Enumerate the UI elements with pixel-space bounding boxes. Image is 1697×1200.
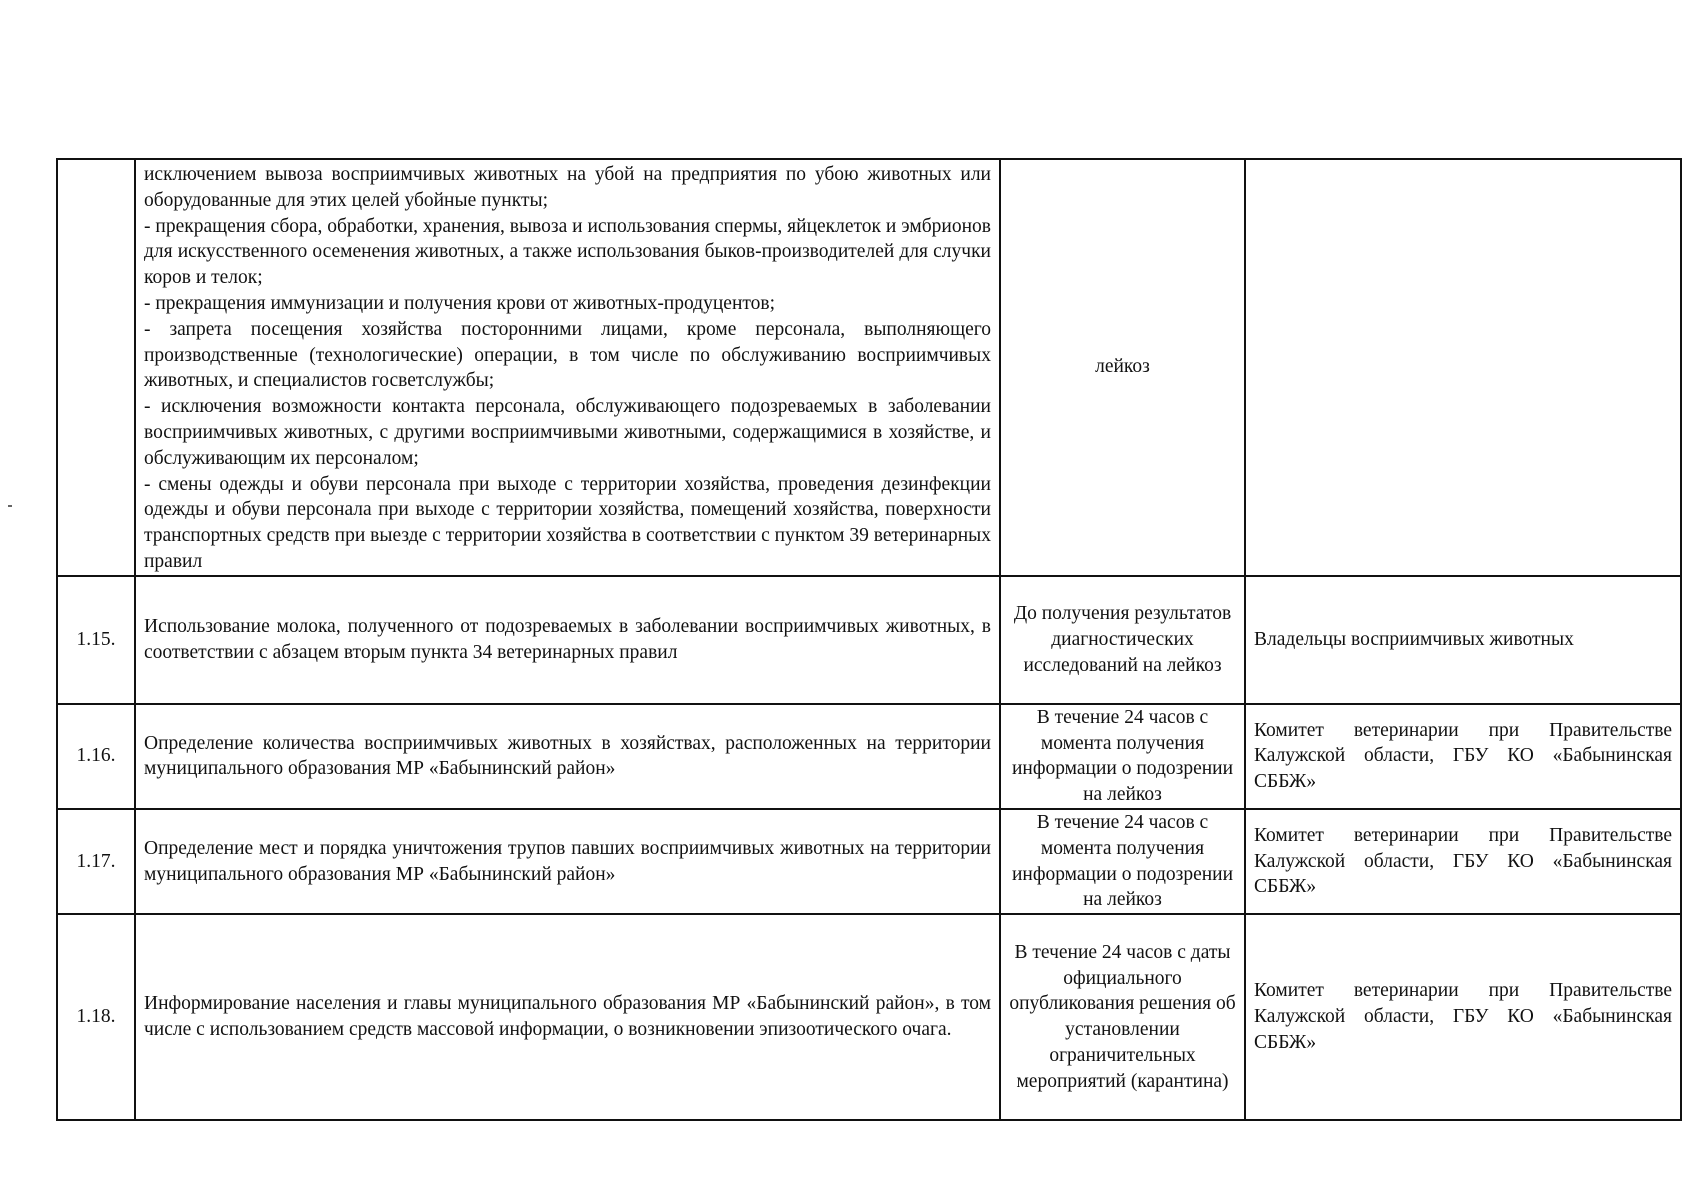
measure-text — [135, 159, 1000, 576]
table-row — [57, 914, 1681, 1120]
responsible-text: Владельцы восприимчивых животных — [1245, 576, 1681, 704]
responsible-text: Комитет ветеринарии при Правительстве Калужской области, ГБУ КО «Бабынинская СББЖ» — [1245, 809, 1681, 914]
term-text: лейкоз — [1000, 159, 1245, 576]
row-number: 1.15. — [57, 576, 135, 704]
term-text: В течение 24 часов с даты официального опубликования решения об установлении ограничительных мероприятий (карантина) — [1000, 914, 1245, 1120]
term-text: До получения результатов диагностических исследований на лейкоз — [1000, 576, 1245, 704]
scan-speck — [8, 505, 12, 507]
measure-text: Использование молока, полученного от подозреваемых в заболевании восприимчивых животных, в соответствии с абзацем вторым пункта 34 ветеринарных правил — [135, 576, 1000, 704]
row-number — [57, 159, 135, 576]
table-row — [57, 576, 1681, 704]
row-number: 1.16. — [57, 704, 135, 809]
term-text: В течение 24 часов с момента получения информации о подозрении на лейкоз — [1000, 809, 1245, 914]
measure-line: исключением вывоза восприимчивых животных на убой на предприятия по убою животных или оборудованные для этих целей убойные пункты; — [144, 164, 991, 211]
measure-text: Определение мест и порядка уничтожения трупов павших восприимчивых животных на территории муниципального образования МР «Бабынинский район» — [135, 809, 1000, 914]
responsible-text — [1245, 159, 1681, 576]
measure-line: - прекращения сбора, обработки, хранения, вывоза и использования спермы, яйцеклеток и эмбрионов для искусственного осеменения животных, а также использования быков-производителей для случки коров и телок; — [144, 215, 991, 289]
responsible-text: Комитет ветеринарии при Правительстве Калужской области, ГБУ КО «Бабынинская СББЖ» — [1245, 704, 1681, 809]
measure-line: - смены одежды и обуви персонала при выходе с территории хозяйства, проведения дезинфекции одежды и обуви персонала при выходе с территории хозяйства, помещений хозяйства, поверхности транспортных средств при выезде с территории хозяйства в соответствии с пунктом 39 ветеринарных правил — [144, 473, 991, 572]
measure-text: Информирование населения и главы муниципального образования МР «Бабынинский район», в том числе с использованием средств массовой информации, о возникновении эпизоотического очага. — [135, 914, 1000, 1120]
table-row — [57, 704, 1681, 809]
measures-table — [56, 158, 1682, 1121]
row-number: 1.17. — [57, 809, 135, 914]
table-row — [57, 809, 1681, 914]
measure-line: - запрета посещения хозяйства посторонними лицами, кроме персонала, выполняющего производственные (технологические) операции, в том числе по обслуживанию восприимчивых животных, и специалистов госветслужбы; — [144, 318, 991, 392]
term-text: В течение 24 часов с момента получения информации о подозрении на лейкоз — [1000, 704, 1245, 809]
measure-text: Определение количества восприимчивых животных в хозяйствах, расположенных на территории муниципального образования МР «Бабынинский район» — [135, 704, 1000, 809]
table-row — [57, 159, 1681, 576]
row-number: 1.18. — [57, 914, 135, 1120]
responsible-text: Комитет ветеринарии при Правительстве Калужской области, ГБУ КО «Бабынинская СББЖ» — [1245, 914, 1681, 1120]
measure-line: - прекращения иммунизации и получения крови от животных-продуцентов; — [144, 292, 776, 314]
measure-line: - исключения возможности контакта персонала, обслуживающего подозреваемых в заболевании восприимчивых животных, с другими восприимчивыми животными, содержащимися в хозяйстве, и обслуживающим их персоналом; — [144, 396, 991, 469]
